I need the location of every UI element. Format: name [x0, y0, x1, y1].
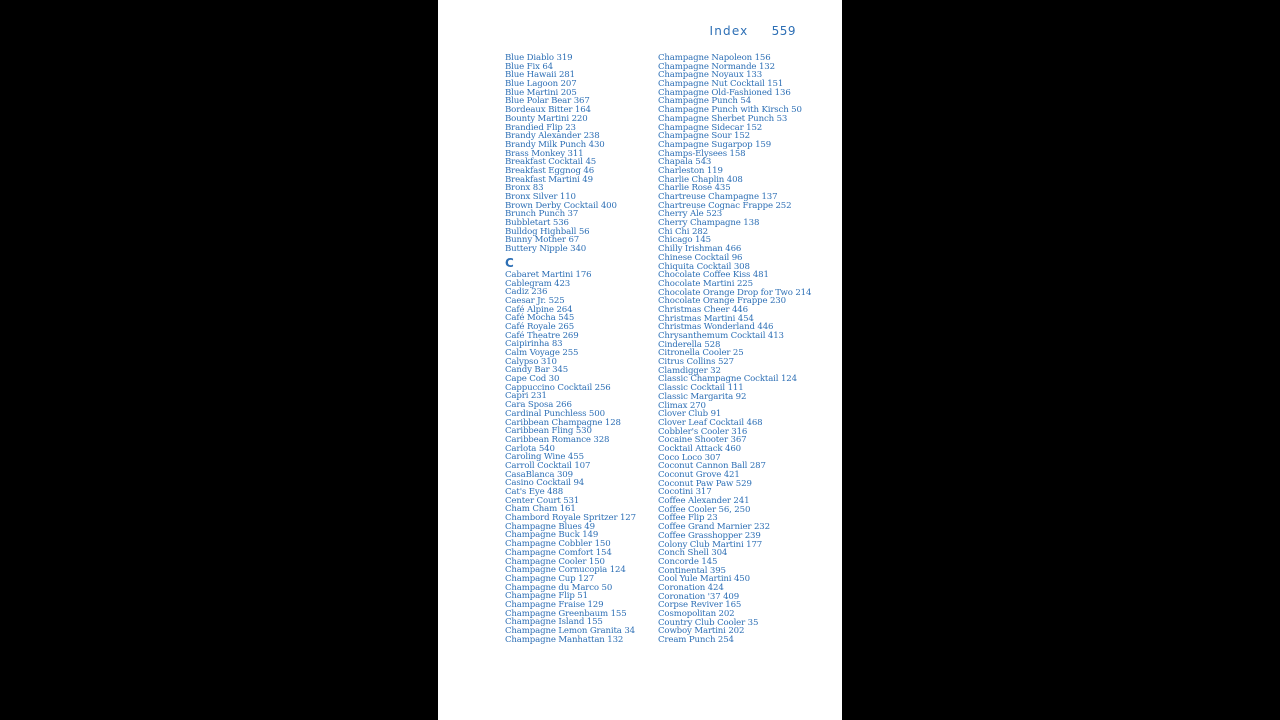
- index-entry: Bounty Martini 220: [505, 113, 588, 124]
- index-entry: Champagne Fraise 129: [505, 599, 604, 610]
- index-entry: Champagne Sour 152: [658, 131, 750, 142]
- index-entry: Corpse Reviver 165: [658, 600, 742, 611]
- index-entry: Breakfast Martini 49: [505, 174, 593, 185]
- index-entry: Champagne Old-Fashioned 136: [658, 87, 791, 98]
- index-entry: Champagne Comfort 154: [505, 547, 612, 558]
- index-entry: Champagne Napoleon 156: [658, 53, 771, 63]
- index-entry: Brandied Flip 23: [505, 122, 576, 133]
- index-entry: Brandy Milk Punch 430: [505, 139, 605, 150]
- index-entry: Chambord Royale Spritzer 127: [505, 513, 636, 524]
- index-entry: Cocktail Attack 460: [658, 443, 741, 454]
- index-entry: Country Club Cooler 35: [658, 617, 759, 628]
- index-entry: Coronation '37 409: [658, 591, 740, 602]
- index-entry: Coffee Flip 23: [658, 513, 718, 524]
- index-entry: Cara Sposa 266: [505, 400, 572, 411]
- index-entry: Champagne Noyaux 133: [658, 70, 763, 81]
- index-entry: Cherry Champagne 138: [658, 218, 760, 229]
- index-entry: Christmas Wonderland 446: [658, 322, 774, 333]
- index-entry: Café Royale 265: [505, 321, 575, 332]
- index-entry: Coconut Cannon Ball 287: [658, 461, 766, 472]
- index-entry: Cocotini 317: [658, 487, 712, 498]
- index-entry: Chrysanthemum Cocktail 413: [658, 331, 784, 341]
- index-entry: Chocolate Martini 225: [658, 278, 753, 289]
- index-entry: Champagne Sherbet Punch 53: [658, 113, 788, 124]
- index-entry: Capri 231: [505, 391, 547, 402]
- index-entry: Bulldog Highball 56: [505, 226, 590, 237]
- index-entry: Blue Fix 64: [505, 61, 553, 72]
- index-entry: Citronella Cooler 25: [658, 348, 744, 359]
- index-entry: Climax 270: [658, 400, 706, 411]
- running-head-title: Index: [709, 24, 749, 38]
- index-entry: Cobbler's Cooler 316: [658, 426, 748, 437]
- index-entry: Cham Cham 161: [505, 504, 576, 515]
- index-entry: Chocolate Coffee Kiss 481: [658, 270, 769, 281]
- index-entry: Chartreuse Cognac Frappe 252: [658, 200, 792, 211]
- index-entry: Champagne Nut Cocktail 151: [658, 79, 784, 90]
- index-entry: Chocolate Orange Drop for Two 214: [658, 287, 812, 298]
- index-entry: Blue Lagoon 207: [505, 79, 577, 90]
- index-entry: Coconut Paw Paw 529: [658, 478, 752, 489]
- index-entry: Cowboy Martini 202: [658, 626, 745, 637]
- index-entry: Conch Shell 304: [658, 548, 728, 559]
- index-entry: Cardinal Punchless 500: [505, 408, 605, 419]
- book-page: [438, 0, 842, 720]
- index-entry: Candy Bar 345: [505, 365, 569, 376]
- index-entry: Coffee Grand Marnier 232: [658, 522, 770, 533]
- index-entry: Blue Diablo 319: [505, 53, 573, 63]
- index-entry: Cherry Ale 523: [658, 209, 723, 220]
- index-entry: Café Theatre 269: [505, 330, 579, 341]
- index-entry: Champagne Island 155: [505, 617, 603, 628]
- index-entry: Cape Cod 30: [505, 374, 560, 385]
- index-column-right: [658, 54, 811, 645]
- index-entry: Christmas Cheer 446: [658, 304, 748, 315]
- index-entry: CasaBlanca 309: [505, 469, 573, 480]
- index-entry: Cabaret Martini 176: [505, 269, 592, 280]
- index-entry: Brown Derby Cocktail 400: [505, 200, 617, 211]
- index-entry: Champagne Flip 51: [505, 591, 588, 602]
- index-entry: Caipirinha 83: [505, 339, 563, 350]
- index-entry: Bordeaux Bitter 164: [505, 105, 591, 116]
- index-entry: Blue Martini 205: [505, 87, 577, 98]
- index-entry: Café Alpine 264: [505, 304, 573, 315]
- index-group-b: [505, 54, 636, 254]
- index-entry: Chapala 543: [658, 157, 712, 168]
- index-entry: Cream Punch 254: [658, 635, 734, 646]
- index-entry: Cinderella 528: [658, 339, 721, 350]
- index-entry: Caroling Wine 455: [505, 452, 584, 463]
- index-entry: Brandy Alexander 238: [505, 131, 600, 142]
- index-entry: Breakfast Eggnog 46: [505, 165, 595, 176]
- index-entry: Calm Voyage 255: [505, 348, 579, 358]
- index-entry: Champagne Cup 127: [505, 573, 595, 584]
- index-group-c: [505, 271, 636, 645]
- index-entry: Coco Loco 307: [658, 452, 721, 463]
- index-entry: Chocolate Orange Frappe 230: [658, 296, 786, 307]
- index-entry: Champagne Cornucopia 124: [505, 565, 626, 576]
- index-entry: Coffee Grasshopper 239: [658, 530, 761, 541]
- index-entry: Blue Hawaii 281: [505, 70, 575, 81]
- index-entry: Caesar Jr. 525: [505, 295, 565, 306]
- index-entry: Classic Margarita 92: [658, 391, 747, 402]
- index-entry: Chicago 145: [658, 235, 711, 246]
- page-number: 559: [771, 24, 796, 38]
- index-entry: Center Court 531: [505, 495, 580, 506]
- index-entry: Champagne Manhattan 132: [505, 634, 624, 645]
- index-entry: Champagne Cooler 150: [505, 556, 605, 567]
- index-entry: Buttery Nipple 340: [505, 244, 587, 255]
- index-entry: Blue Polar Bear 367: [505, 96, 590, 107]
- index-entry: Carlota 540: [505, 443, 555, 454]
- index-entry: Bronx 83: [505, 183, 544, 194]
- index-entry: Chinese Cocktail 96: [658, 252, 743, 263]
- index-entry: Coconut Grove 421: [658, 470, 740, 480]
- index-entry: Cappuccino Cocktail 256: [505, 382, 611, 393]
- index-entry: Champagne Blues 49: [505, 521, 595, 532]
- index-entry: Coffee Alexander 241: [658, 496, 750, 507]
- index-entry: Charlie Rose 435: [658, 183, 731, 194]
- index-entry: Champagne Sidecar 152: [658, 122, 763, 133]
- index-entry: Café Mocha 545: [505, 313, 575, 324]
- index-entry: Concorde 145: [658, 556, 718, 567]
- index-entry: Chilly Irishman 466: [658, 244, 742, 255]
- index-entry: Brass Monkey 311: [505, 148, 584, 159]
- index-entry: Champagne Normande 132: [658, 61, 775, 72]
- index-entry: Cocaine Shooter 367: [658, 435, 747, 446]
- section-letter: C: [505, 255, 514, 270]
- index-entry: Calypso 310: [505, 356, 557, 367]
- index-entry: Coffee Cooler 56, 250: [658, 504, 751, 515]
- index-entry: Champagne Cobbler 150: [505, 539, 611, 550]
- index-entry: Classic Champagne Cocktail 124: [658, 374, 797, 385]
- index-entry: Colony Club Martini 177: [658, 539, 763, 550]
- index-entry: Champagne Greenbaum 155: [505, 608, 627, 619]
- index-entry: Cablegram 423: [505, 278, 571, 289]
- index-entry: Champagne Lemon Granita 34: [505, 626, 635, 636]
- index-entry: Cadiz 236: [505, 287, 548, 298]
- running-head: [438, 20, 796, 39]
- index-entry: Caribbean Romance 328: [505, 434, 610, 445]
- index-entry: Clover Leaf Cocktail 468: [658, 417, 763, 428]
- index-entry: Casino Cocktail 94: [505, 478, 585, 489]
- index-entry: Classic Cocktail 111: [658, 383, 744, 394]
- index-entry: Cosmopolitan 202: [658, 609, 735, 619]
- index-entry: Christmas Martini 454: [658, 313, 754, 324]
- index-entry: Champagne Punch 54: [658, 96, 752, 107]
- index-entry: Caribbean Champagne 128: [505, 417, 621, 428]
- index-entry: Bubbletart 536: [505, 218, 569, 229]
- index-entry: Chartreuse Champagne 137: [658, 192, 778, 202]
- index-entry: Clover Club 91: [658, 409, 722, 420]
- index-entry: Cool Yule Martini 450: [658, 574, 750, 585]
- index-entry: Bunny Mother 67: [505, 235, 580, 246]
- index-entry: Chi Chi 282: [658, 226, 708, 237]
- index-entry: Caribbean Fling 530: [505, 426, 592, 437]
- index-entry: Champagne du Marco 50: [505, 582, 613, 593]
- index-entry: Citrus Collins 527: [658, 357, 734, 368]
- index-entry: Clamdigger 32: [658, 365, 721, 376]
- index-entry: Breakfast Cocktail 45: [505, 157, 597, 168]
- index-column-left: [505, 54, 636, 644]
- index-entry: Brunch Punch 37: [505, 209, 579, 220]
- index-entry: Champagne Buck 149: [505, 530, 599, 541]
- index-entry: Champs-Elysees 158: [658, 148, 746, 159]
- index-entry: Cat's Eye 488: [505, 487, 564, 497]
- index-entry: Coronation 424: [658, 582, 724, 593]
- index-group-c-continued: [658, 54, 811, 645]
- index-entry: Champagne Sugarpop 159: [658, 139, 772, 150]
- index-entry: Continental 395: [658, 565, 726, 576]
- index-entry: Chiquita Cocktail 308: [658, 261, 750, 272]
- index-entry: Bronx Silver 110: [505, 192, 576, 202]
- index-entry: Charleston 119: [658, 165, 723, 176]
- index-entry: Charlie Chaplin 408: [658, 174, 743, 185]
- index-entry: Champagne Punch with Kirsch 50: [658, 105, 802, 116]
- index-entry: Carroll Cocktail 107: [505, 460, 591, 471]
